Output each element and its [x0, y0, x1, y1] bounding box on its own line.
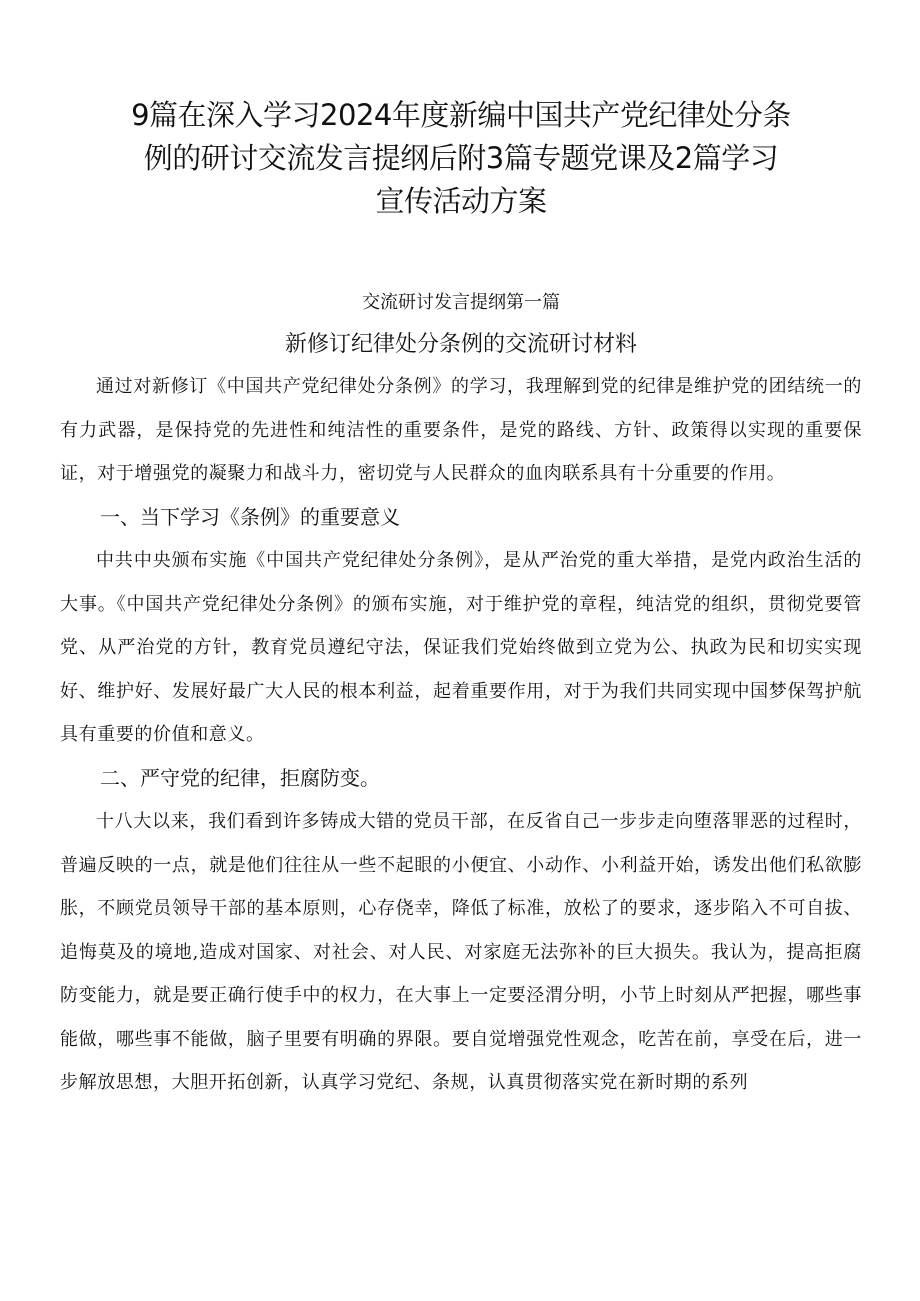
section-subtitle: 新修订纪律处分条例的交流研讨材料	[284, 332, 637, 357]
document-title: 9篇在深入学习2024年度新编中国共产党纪律处分条例的研讨交流发言提纲后附3篇专题党课及2篇学习宣传活动方案	[131, 98, 791, 218]
section-1-paragraph: 中共中央颁布实施《中国共产党纪律处分条例》，是从严治党的重大举措，是党内政治生活的大事。《中国共产党纪律处分条例》的颁布实施，对于维护党的章程，纯洁党的组织，贯彻党要管党、从严治党的方针，教育党员遵纪守法，保证我们党始终做到立党为公、执政为民和切实实现好、维护好、发展好最广大人民的根本利益，起着重要作用，对于为我们共同实现中国梦保驾护航具有重要的价值和意义。	[60, 550, 862, 745]
section-heading: 交流研讨发言提纲第一篇	[362, 292, 560, 313]
section-1-heading: 一、当下学习《条例》的重要意义	[100, 504, 400, 529]
section-2-paragraph: 十八大以来，我们看到许多铸成大错的党员干部，在反省自己一步步走向堕落罪恶的过程时，普遍反映的一点，就是他们往往从一些不起眼的小便宜、小动作、小利益开始，诱发出他们私欲膨胀，不顾党员领导干部的基本原则，心存侥幸，降低了标准，放松了的要求，逐步陷入不可自拔、追悔莫及的境地,造成对国家、对社会、对人民、对家庭无法弥补的巨大损失。我认为，提高拒腐防变能力，就是要正确行使手中的权力，在大事上一定要泾渭分明，小节上时刻从严把握，哪些事能做，哪些事不能做，脑子里要有明确的界限。要自觉增强党性观念，吃苦在前，享受在后，进一步解放思想，大胆开拓创新，认真学习党纪、条规，认真贯彻落实党在新时期的系列	[60, 811, 862, 1093]
intro-paragraph: 通过对新修订《中国共产党纪律处分条例》的学习，我理解到党的纪律是维护党的团结统一的有力武器，是保持党的先进性和纯洁性的重要条件，是党的路线、方针、政策得以实现的重要保证，对于增强党的凝聚力和战斗力，密切党与人民群众的血肉联系具有十分重要的作用。	[60, 376, 862, 484]
section-2-heading: 二、严守党的纪律，拒腐防变。	[100, 765, 380, 790]
